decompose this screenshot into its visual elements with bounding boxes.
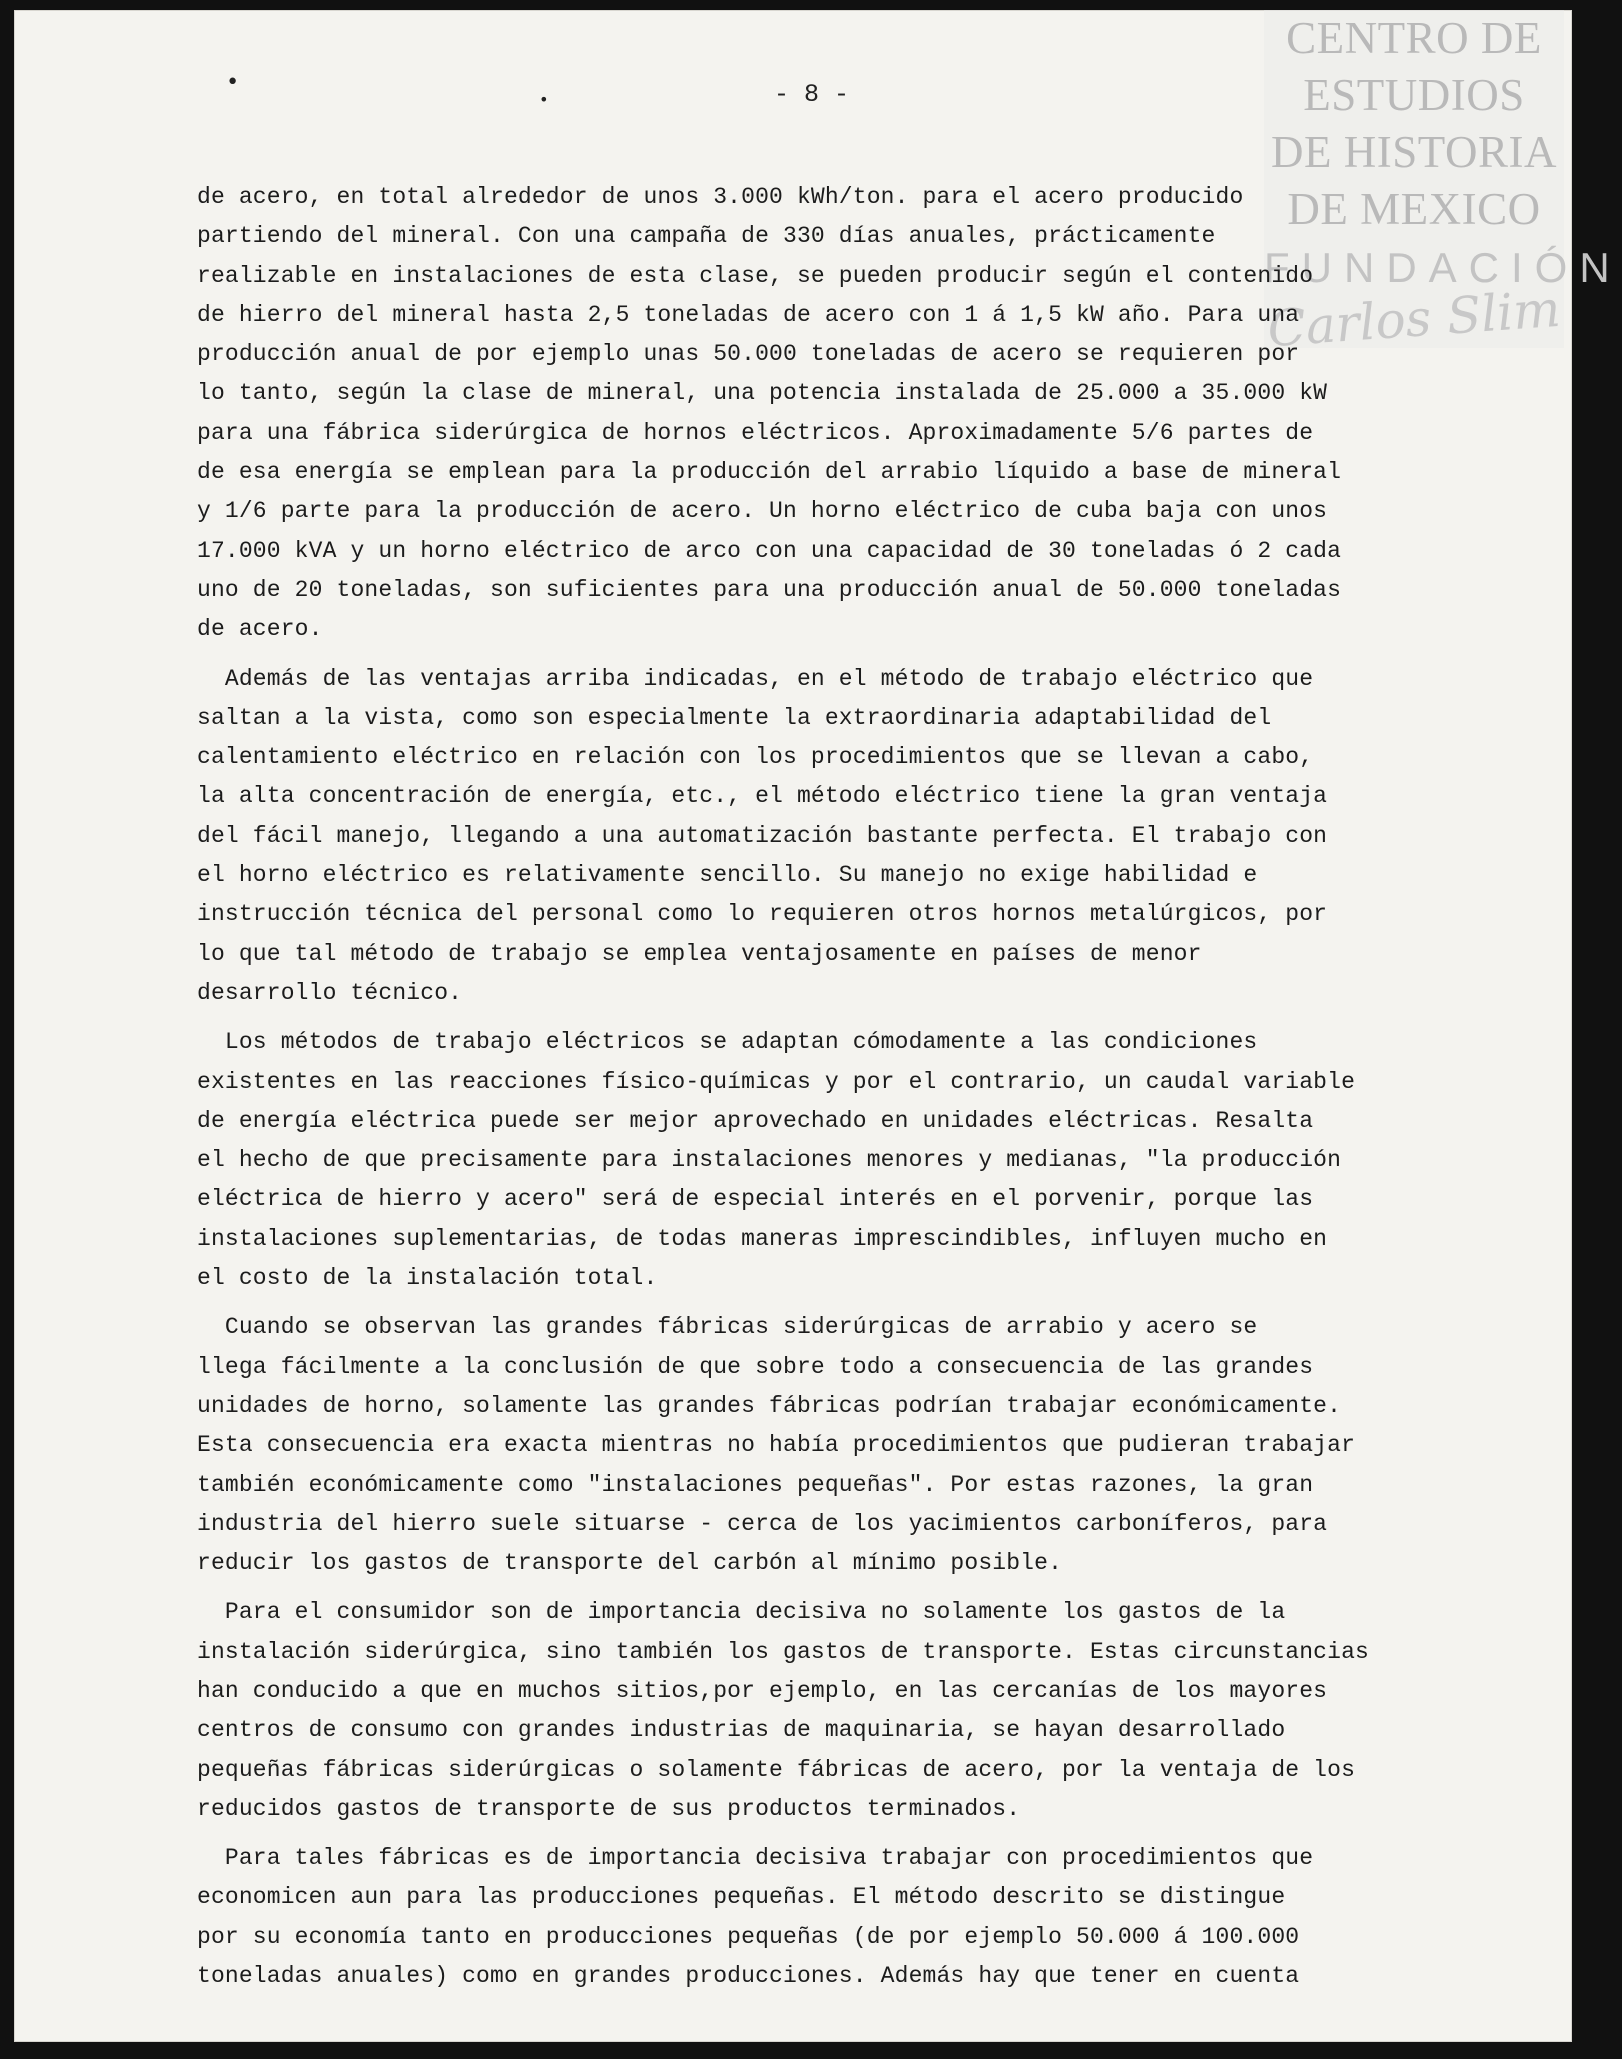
text-line: industria del hierro suele situarse - cerca de los yacimientos carboníferos, para (197, 1510, 1328, 1537)
watermark-line: DE HISTORIA (1271, 127, 1557, 177)
text-line: producción anual de por ejemplo unas 50.000 toneladas de acero se requieren por (197, 341, 1300, 368)
text-line: por su economía tanto en producciones pequeñas (de por ejemplo 50.000 á 100.000 (197, 1923, 1300, 1950)
text-line: reducir los gastos de transporte del carbón al mínimo posible. (197, 1550, 1063, 1577)
text-line: toneladas anuales) como en grandes producciones. Además hay que tener en cuenta (197, 1963, 1300, 1990)
text-line: saltan a la vista, como son especialmente la extraordinaria adaptabilidad del (197, 704, 1272, 731)
paragraph (197, 660, 1527, 1014)
text-line: uno de 20 toneladas, son suficientes para una producción anual de 50.000 toneladas (197, 576, 1342, 603)
text-line: partiendo del mineral. Con una campaña de 330 días anuales, prácticamente (197, 223, 1216, 250)
text-line: Para el consumidor son de importancia decisiva no solamente los gastos de la (197, 1599, 1286, 1626)
ink-dot: • (539, 90, 549, 109)
text-line: el hecho de que precisamente para instalaciones menores y medianas, "la producción (197, 1147, 1342, 1174)
paragraph (197, 1023, 1527, 1298)
text-line: de acero. (197, 616, 323, 643)
text-line: y 1/6 parte para la producción de acero. Un horno eléctrico de cuba baja con unos (197, 498, 1328, 525)
paragraph-gap (197, 1583, 1527, 1593)
paragraph-gap (197, 650, 1527, 660)
text-line: llega fácilmente a la conclusión de que sobre todo a consecuencia de las grandes (197, 1353, 1314, 1380)
document-body (197, 178, 1527, 1996)
text-line: también económicamente como "instalaciones pequeñas". Por estas razones, la gran (197, 1471, 1314, 1498)
text-line: centros de consumo con grandes industrias de maquinaria, se hayan desarrollado (197, 1717, 1286, 1744)
paragraph-gap (197, 1298, 1527, 1308)
text-line: existentes en las reacciones físico-químicas y por el contrario, un caudal variable (197, 1068, 1356, 1095)
text-line: economicen aun para las producciones pequeñas. El método descrito se distingue (197, 1884, 1286, 1911)
text-line: instalaciones suplementarias, de todas maneras imprescindibles, influyen mucho en (197, 1225, 1328, 1252)
document-page (14, 10, 1622, 2042)
text-line: del fácil manejo, llegando a una automatización bastante perfecta. El trabajo con (197, 822, 1328, 849)
text-line: Los métodos de trabajo eléctricos se adaptan cómodamente a las condiciones (197, 1029, 1258, 1056)
text-line: calentamiento eléctrico en relación con los procedimientos que se llevan a cabo, (197, 744, 1314, 771)
paragraph (197, 178, 1527, 650)
text-line: Además de las ventajas arriba indicadas, en el método de trabajo eléctrico que (197, 665, 1314, 692)
page-number: - 8 - (774, 80, 850, 109)
text-line: eléctrica de hierro y acero" será de especial interés en el porvenir, porque las (197, 1186, 1314, 1213)
paragraph (197, 1593, 1527, 1829)
text-line: desarrollo técnico. (197, 979, 463, 1006)
text-line: el costo de la instalación total. (197, 1265, 658, 1292)
text-line: de esa energía se emplean para la producción del arrabio líquido a base de mineral (197, 459, 1342, 486)
text-line: de energía eléctrica puede ser mejor aprovechado en unidades eléctricas. Resalta (197, 1107, 1314, 1134)
text-line: lo tanto, según la clase de mineral, una potencia instalada de 25.000 a 35.000 kW (197, 380, 1328, 407)
text-line: lo que tal método de trabajo se emplea ventajosamente en países de menor (197, 940, 1202, 967)
watermark-line: ESTUDIOS (1303, 70, 1525, 120)
text-line: de hierro del mineral hasta 2,5 toneladas de acero con 1 á 1,5 kW año. Para una (197, 301, 1300, 328)
text-line: pequeñas fábricas siderúrgicas o solamente fábricas de acero, por la ventaja de los (197, 1756, 1356, 1783)
text-line: la alta concentración de energía, etc., el método eléctrico tiene la gran ventaja (197, 783, 1328, 810)
watermark-line: DE MEXICO (1287, 184, 1541, 234)
text-line: instrucción técnica del personal como lo requieren otros hornos metalúrgicos, por (197, 901, 1328, 928)
text-line: para una fábrica siderúrgica de hornos eléctricos. Aproximadamente 5/6 partes de (197, 419, 1314, 446)
watermark-line: CENTRO DE (1286, 13, 1542, 63)
watermark-foundation: FUNDACIÓN (1264, 244, 1622, 291)
paragraph (197, 1839, 1527, 1996)
text-line: reducidos gastos de transporte de sus productos terminados. (197, 1795, 1021, 1822)
text-line: unidades de horno, solamente las grandes fábricas podrían trabajar económicamente. (197, 1392, 1342, 1419)
text-line: Esta consecuencia era exacta mientras no había procedimientos que pudieran trabajar (197, 1432, 1356, 1459)
paragraph-gap (197, 1829, 1527, 1839)
text-line: el horno eléctrico es relativamente sencillo. Su manejo no exige habilidad e (197, 862, 1258, 889)
text-line: instalación siderúrgica, sino también los gastos de transporte. Estas circunstancias (197, 1638, 1369, 1665)
text-line: han conducido a que en muchos sitios,por ejemplo, en las cercanías de los mayores (197, 1677, 1328, 1704)
paragraph (197, 1308, 1527, 1583)
text-line: Para tales fábricas es de importancia decisiva trabajar con procedimientos que (197, 1845, 1314, 1872)
paragraph-gap (197, 1013, 1527, 1023)
text-line: realizable en instalaciones de esta clase, se pueden producir según el contenido (197, 262, 1314, 289)
text-line: 17.000 kVA y un horno eléctrico de arco con una capacidad de 30 toneladas ó 2 cada (197, 537, 1342, 564)
text-line: Cuando se observan las grandes fábricas siderúrgicas de arrabio y acero se (197, 1314, 1258, 1341)
ink-dot: • (226, 70, 240, 95)
watermark-signature: Carlos Slim (1265, 279, 1563, 359)
text-line: de acero, en total alrededor de unos 3.000 kWh/ton. para el acero producido (197, 184, 1244, 210)
